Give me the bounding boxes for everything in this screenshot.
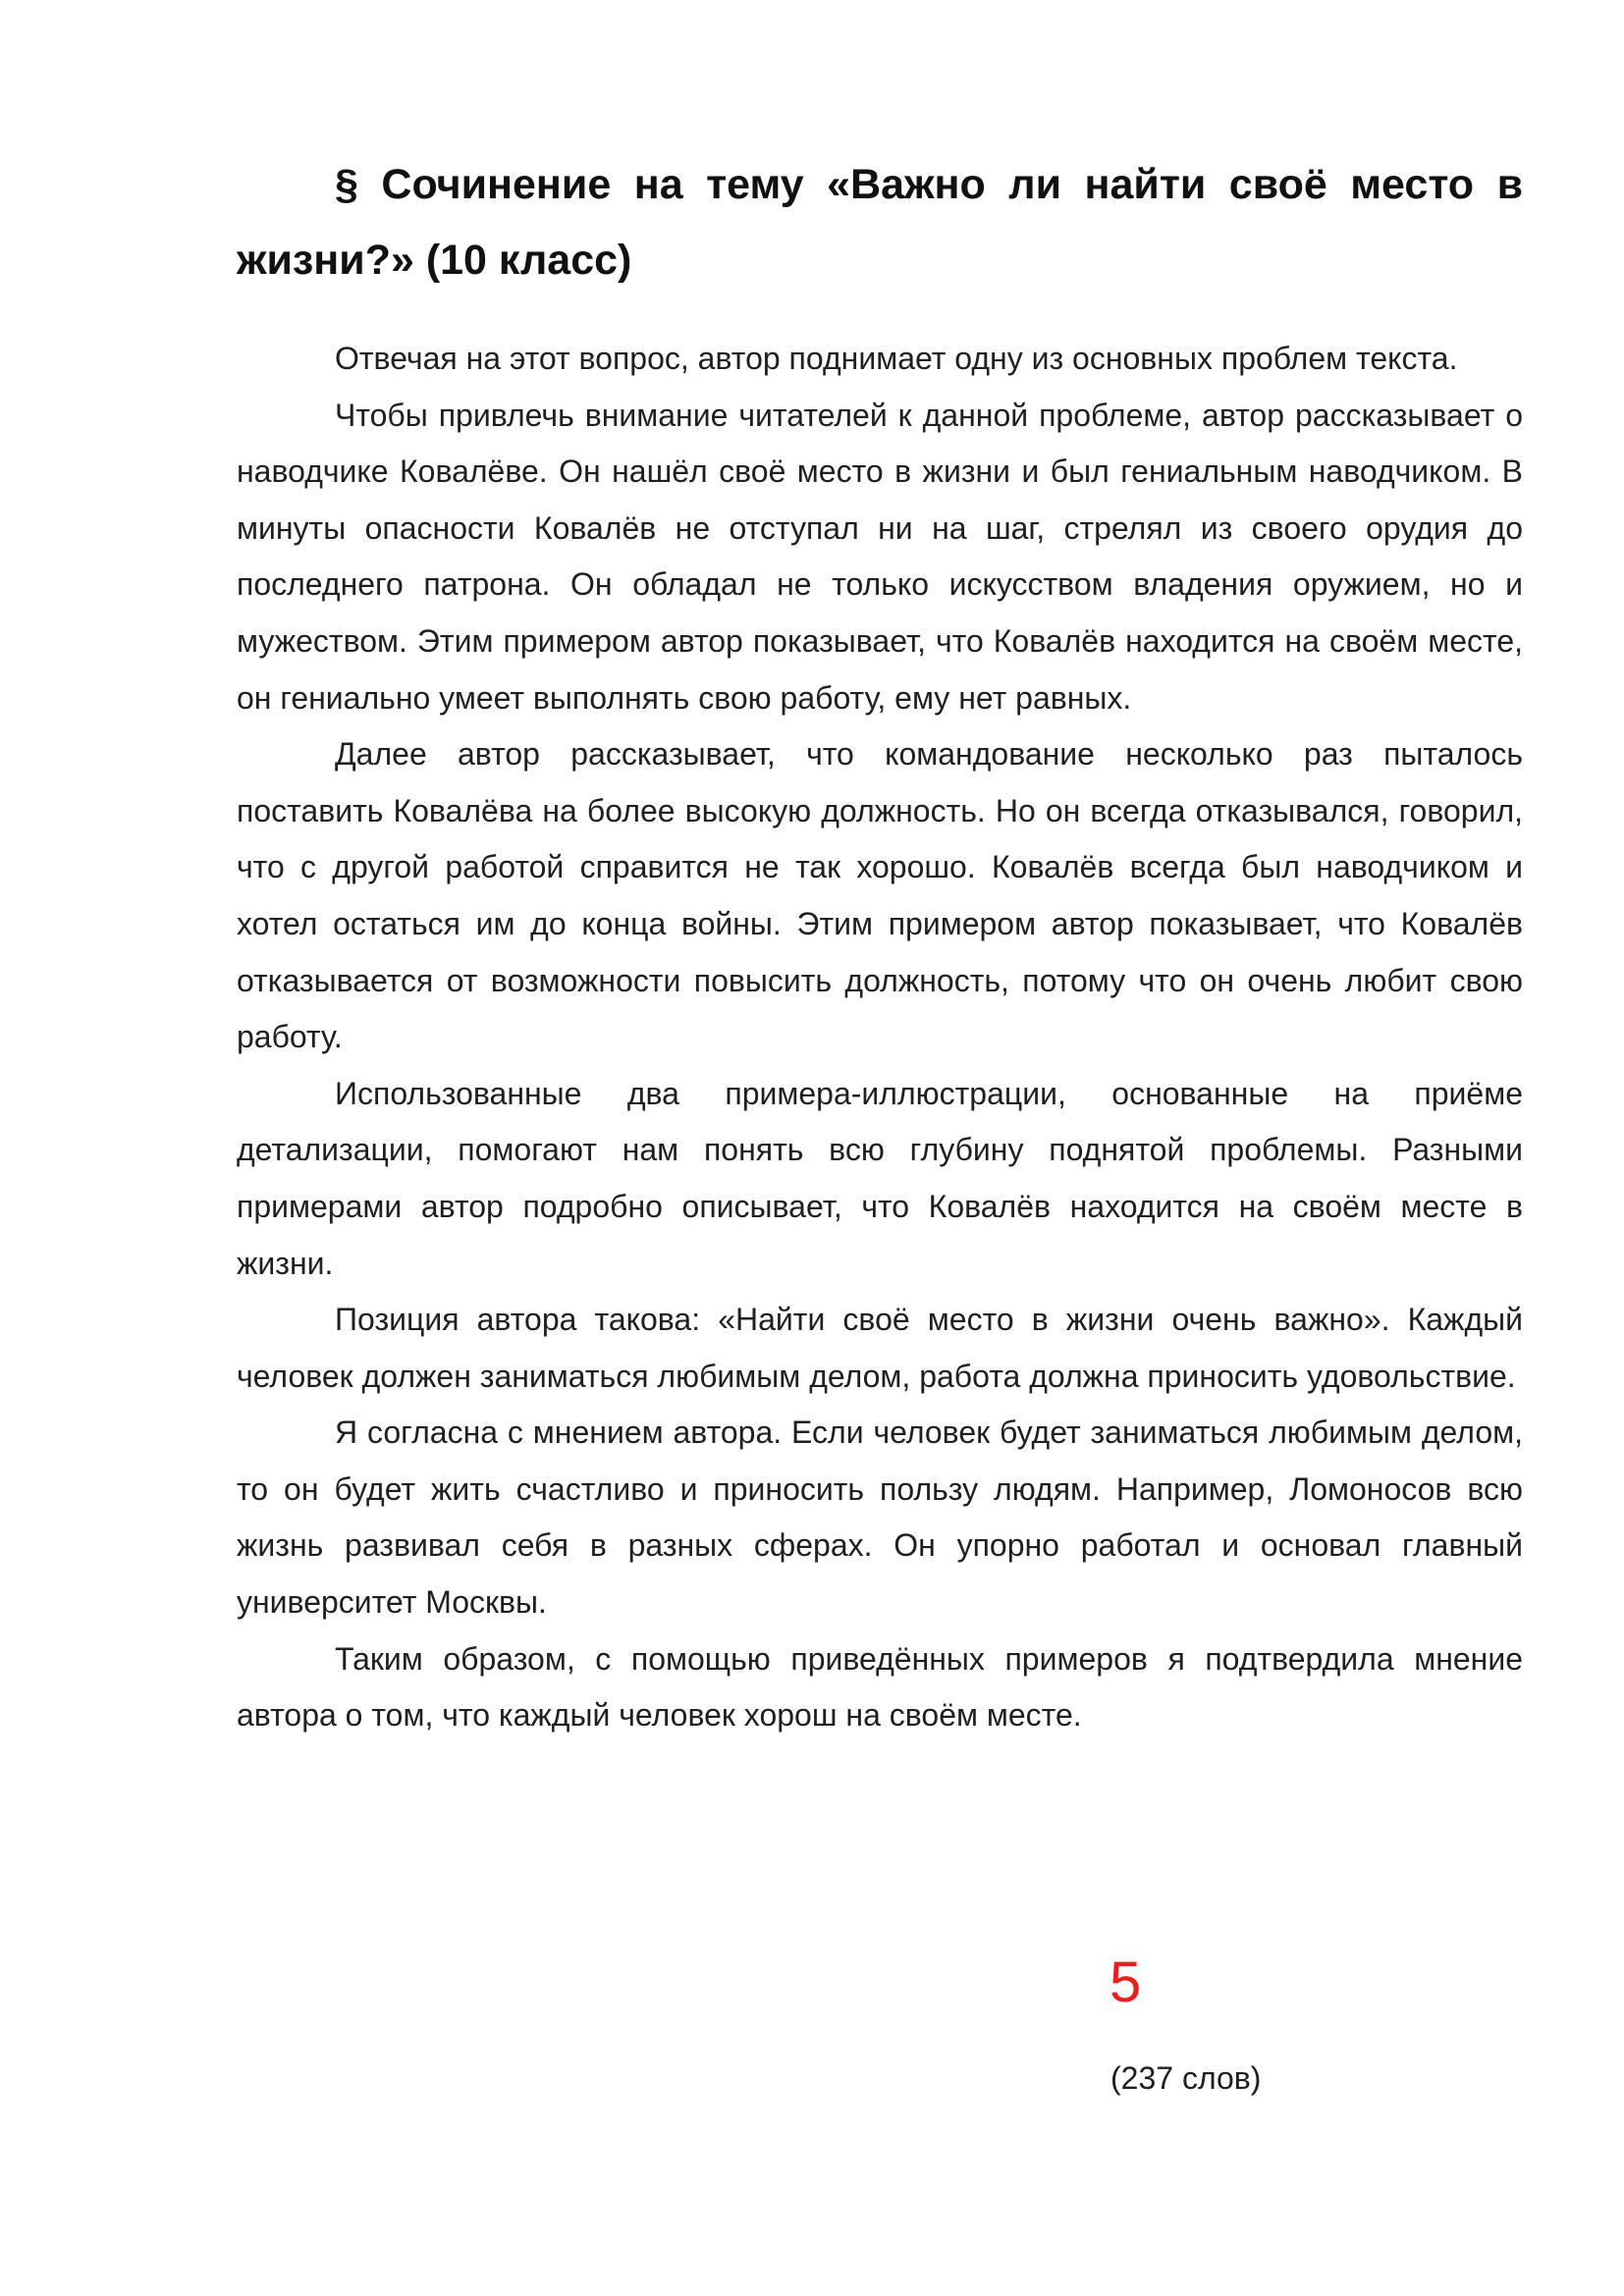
paragraph-conclusion: Таким образом, с помощью приведённых примеров я подтвердила мнение автора о том, что каждый человек хорош на своём месте.: [237, 1640, 1523, 1734]
paragraph-example-1: Чтобы привлечь внимание читателей к данной проблеме, автор рассказывает о наводчике Ковалёве. Он нашёл своё место в жизни и был гениальным наводчиком. В минуты опасности Ковалёв не отступал ни на шаг, стрелял из своего орудия до последнего патрона. Он обладал не только искусством владения оружием, но и мужеством. Этим примером автор показывает, что Ковалёв находится на своём месте, он гениально умеет выполнять свою работу, ему нет равных.: [237, 397, 1523, 716]
paragraph-intro: Отвечая на этот вопрос, автор поднимает одну из основных проблем текста.: [335, 341, 1458, 376]
word-count: (237 слов): [1110, 2060, 1262, 2096]
paragraph-author-position: Позиция автора такова: «Найти своё место в жизни очень важно». Каждый человек должен заниматься любимым делом, работа должна приносить удовольствие.: [237, 1302, 1523, 1394]
paragraph-own-opinion: Я согласна с мнением автора. Если человек будет заниматься любимым делом, то он будет жить счастливо и приносить пользу людям. Например, Ломоносов всю жизнь развивал себя в разных сферах. Он упорно работал и основал главный университет Москвы.: [237, 1415, 1523, 1621]
paragraph-example-2: Далее автор рассказывает, что командование несколько раз пыталось поставить Ковалёва на более высокую должность. Но он всегда отказывался, говорил, что с другой работой справится не так хорошо. Ковалёв всегда был наводчиком и хотел остаться им до конца войны. Этим примером автор показывает, что Ковалёв отказывается от возможности повысить должность, потому что он очень любит свою работу.: [237, 736, 1523, 1055]
paragraph-analysis: Использованные два примера-иллюстрации, основанные на приёме детализации, помогают нам понять всю глубину поднятой проблемы. Разными примерами автор подробно описывает, что Ковалёв находится на своём месте в жизни.: [237, 1075, 1523, 1281]
grade-mark: 5: [1110, 1950, 1142, 2014]
essay-body: [237, 331, 1523, 1744]
essay-title: § Сочинение на тему «Важно ли найти своё место в жизни?» (10 класс): [237, 161, 1523, 284]
